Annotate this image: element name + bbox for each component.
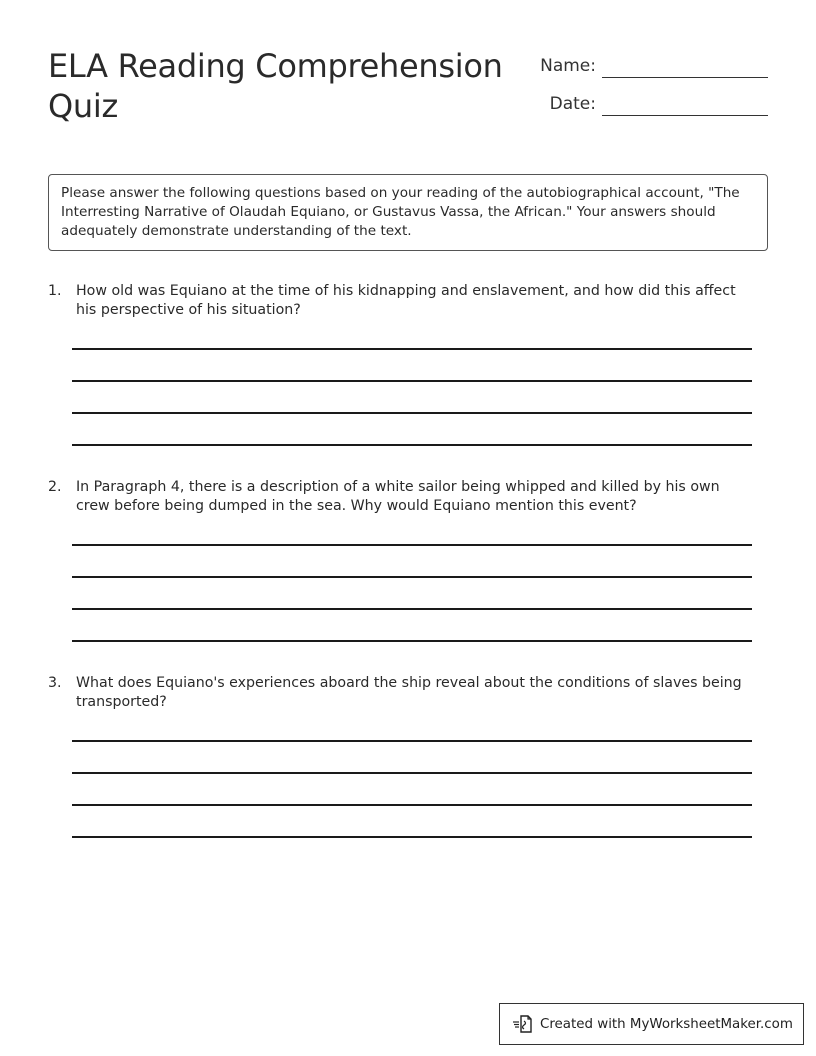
- answer-line[interactable]: [72, 544, 752, 546]
- answer-line[interactable]: [72, 772, 752, 774]
- instructions-box: Please answer the following questions based on your reading of the autobiographical account, "The Interresting Narrative of Olaudah Equiano, or Gustavus Vassa, the African." Your answers should adequately demonstrate understanding of the text.: [48, 174, 768, 251]
- answer-line[interactable]: [72, 444, 752, 446]
- answer-line[interactable]: [72, 740, 752, 742]
- question-text: How old was Equiano at the time of his kidnapping and enslavement, and how did this affect his perspective of his situation?: [76, 283, 736, 318]
- date-field[interactable]: [520, 90, 768, 116]
- credit-badge[interactable]: [499, 1003, 804, 1045]
- worksheet-maker-logo-icon: [512, 1013, 534, 1035]
- answer-line[interactable]: [72, 576, 752, 578]
- date-label: Date:: [549, 94, 596, 114]
- question-text: In Paragraph 4, there is a description of a white sailor being whipped and killed by his own crew before being dumped in the sea. Why would Equiano mention this event?: [76, 479, 720, 514]
- name-field[interactable]: [520, 52, 768, 78]
- question-number: 3.: [48, 675, 62, 691]
- question-number: 1.: [48, 283, 62, 299]
- credit-text: Created with MyWorksheetMaker.com: [540, 1016, 793, 1032]
- answer-line[interactable]: [72, 836, 752, 838]
- question-text: What does Equiano's experiences aboard the ship reveal about the conditions of slaves being transported?: [76, 675, 742, 710]
- answer-line[interactable]: [72, 348, 752, 350]
- page-title: ELA Reading Comprehension Quiz: [48, 47, 503, 125]
- date-line: [602, 115, 768, 116]
- answer-line[interactable]: [72, 804, 752, 806]
- answer-line[interactable]: [72, 412, 752, 414]
- answer-line[interactable]: [72, 640, 752, 642]
- name-line: [602, 77, 768, 78]
- name-label: Name:: [540, 56, 596, 76]
- answer-line[interactable]: [72, 380, 752, 382]
- question-number: 2.: [48, 479, 62, 495]
- answer-line[interactable]: [72, 608, 752, 610]
